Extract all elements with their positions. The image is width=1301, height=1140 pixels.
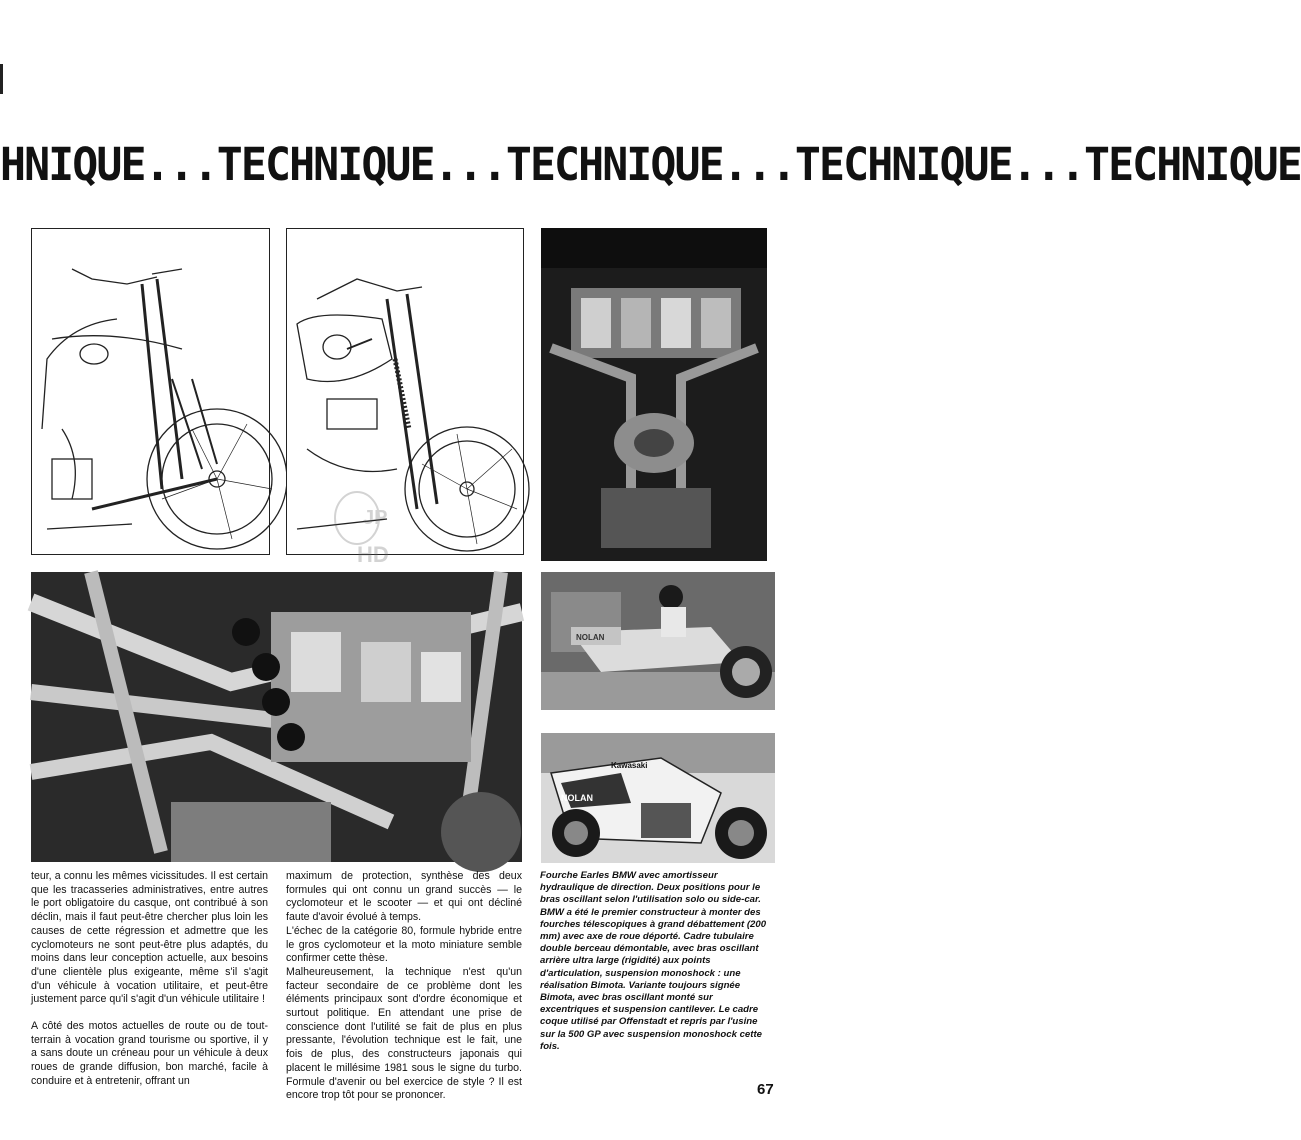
watermark-line1: JP xyxy=(363,507,388,529)
jphd-watermark xyxy=(327,488,397,568)
article-column-1 xyxy=(31,870,268,1102)
page-number: 67 xyxy=(757,1081,774,1098)
illustration-bmw-telescopic-fork xyxy=(286,228,524,555)
article-paragraph: teur, a connu les mêmes vicissitudes. Il est certain que les tracasseries administratives, entre autres le port obligatoire du casque, ont contribué à son déclin, mais il faut peut-être chercher plus loin les causes de cette régression et admettre que les cyclomoteurs ne sont peut-être plus adaptés, du moins dans leur conception actuelle, aux besoins d'une clientèle plus exigeante, même s'il s'agit d'un véhicule à vocation utilitaire, et peut-être justement parce qu'il s'agit d'un véhicule utilitaire ! xyxy=(31,870,268,1006)
article-paragraph: L'échec de la catégorie 80, formule hybride entre le gros cyclomoteur et la moto miniature semble confirmer cette thèse. xyxy=(286,924,522,965)
article-column-2 xyxy=(286,870,522,1116)
technique-banner: HNIQUE...TECHNIQUE...TECHNIQUE...TECHNIQUE...TECHNIQUE xyxy=(0,138,1301,191)
figure-caption: Fourche Earles BMW avec amortisseur hydraulique de direction. Deux positions pour le bras oscillant selon l'utilisation solo ou side-car. BMW a été le premier constructeur à monter des fourches télescopiques à grand débattement (200 mm) avec axe de roue déporté. Cadre tubulaire double berceau démontable, avec bras oscillant arrière ultra large (rigidité) aux points d'articulation, suspension monoshock : une réalisation Bimota. Variante toujours signée Bimota, avec bras oscillant monté sur excentriques et suspension cantilever. Le cadre coque utilisé par Offenstadt et repris par l'usine sur la 500 GP avec suspension monoshock cette fois. xyxy=(540,870,767,1052)
illustration-bmw-earles-fork xyxy=(31,228,270,555)
crash-fairing-decal: NOLAN xyxy=(576,633,605,642)
photo-engine-top-view xyxy=(541,228,767,561)
racer-fairing-brand: Kawasaki xyxy=(611,761,648,770)
photo-frame-v-engine xyxy=(31,572,522,862)
article-paragraph: Malheureusement, la technique n'est qu'un facteur secondaire de ce problème dont les éléments principaux sont d'ordre économique et surtout politique. En attendant une prise de conscience dont l'utilité se fait de plus en plus pressante, l'évolution technique est le fait, une fois de plus, des constructeurs japonais qui placent le millésime 1981 sous le signe du turbo. Formule d'avenir ou bel exercice de style ? Il est encore trop tôt pour se prononcer. xyxy=(286,965,522,1102)
photo-kawasaki-500gp-racer xyxy=(541,733,775,863)
racer-fairing-side: NOLAN xyxy=(561,793,593,803)
photo-monocoque-bike-mechanic xyxy=(541,572,775,710)
page-edge-mark xyxy=(0,64,3,94)
watermark-line2: HD xyxy=(357,542,389,567)
article-paragraph: maximum de protection, synthèse des deux formules qui ont connu un grand succès — le cyclomoteur et le scooter — et qui ont décliné faute d'avoir évolué à temps. xyxy=(286,870,522,924)
article-paragraph: A côté des motos actuelles de route ou de tout-terrain à vocation grand tourisme ou sportive, il y a sans doute un créneau pour un véhicule à deux roues de grande diffusion, bon marché, facile à conduire et à entretenir, offrant un xyxy=(31,1020,268,1087)
